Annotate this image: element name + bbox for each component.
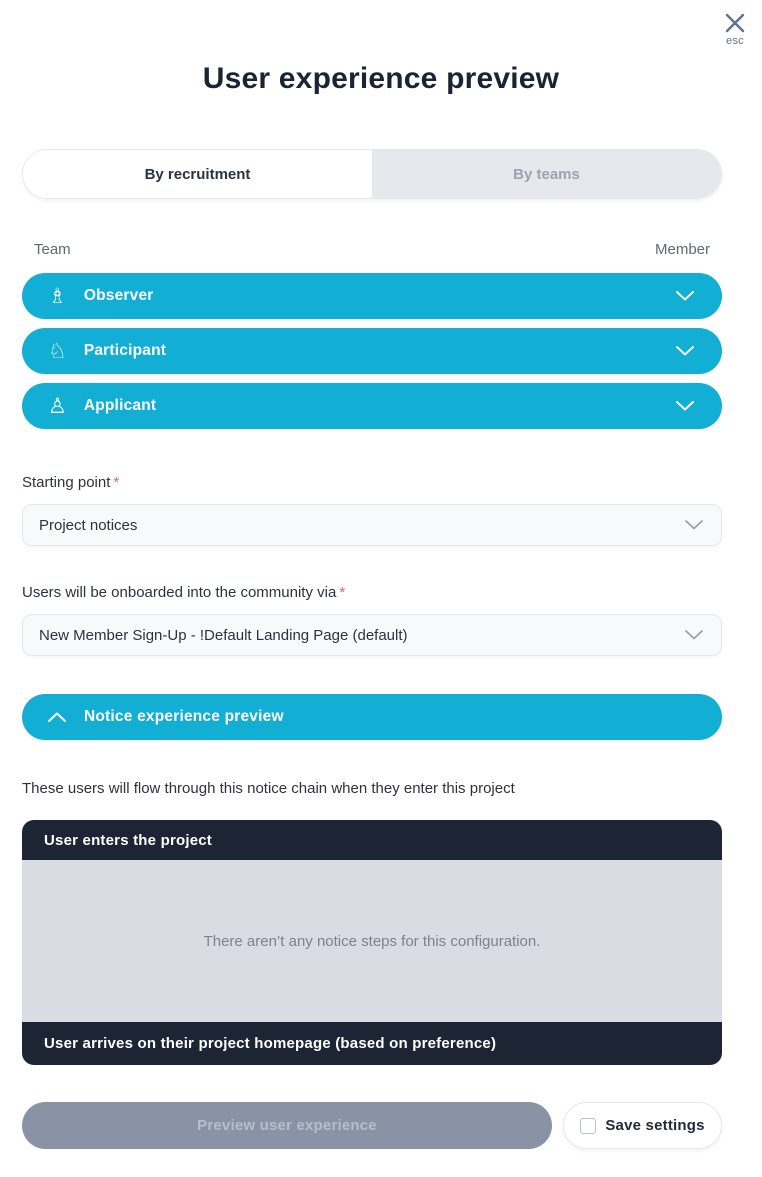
chess-pawn-icon: ♙ <box>48 393 67 418</box>
save-settings-label: Save settings <box>605 1117 705 1134</box>
chevron-down-icon <box>685 520 703 530</box>
team-row-label: Participant <box>83 342 167 359</box>
page-title: User experience preview <box>202 62 560 95</box>
onboarding-value: New Member Sign-Up - !Default Landing Page (default) <box>39 626 408 644</box>
flow-end-step: User arrives on their project homepage (based on preference) <box>22 1022 722 1065</box>
team-row-applicant[interactable] <box>22 383 722 429</box>
notice-toggle-label: Notice experience preview <box>84 708 284 725</box>
chess-knight-icon: ♘ <box>48 338 67 363</box>
team-row-label: Applicant <box>83 397 157 414</box>
chevron-down-icon <box>676 346 694 356</box>
view-mode-tabs <box>22 149 722 199</box>
close-icon <box>724 12 746 34</box>
starting-point-value: Project notices <box>39 516 138 534</box>
chevron-up-icon <box>48 712 66 722</box>
required-marker: * <box>113 474 120 491</box>
team-column-label: Team <box>34 241 71 258</box>
column-headers <box>22 241 722 259</box>
team-row-observer[interactable] <box>22 273 722 319</box>
onboarding-label-text: Users will be onboarded into the community via <box>22 584 337 601</box>
starting-point-select[interactable] <box>22 504 722 546</box>
save-settings-button[interactable] <box>563 1102 722 1149</box>
starting-point-label <box>22 474 722 491</box>
tab-by-teams[interactable]: By teams <box>372 150 721 198</box>
chevron-down-icon <box>676 401 694 411</box>
esc-label: esc <box>726 35 744 47</box>
onboarding-label <box>22 584 722 601</box>
starting-point-label-text: Starting point <box>22 474 111 491</box>
team-row-label: Observer <box>83 287 154 304</box>
close-button[interactable] <box>724 12 746 47</box>
required-marker: * <box>339 584 346 601</box>
team-row-participant[interactable] <box>22 328 722 374</box>
preview-user-experience-button[interactable]: Preview user experience <box>22 1102 552 1149</box>
onboarding-select[interactable] <box>22 614 722 656</box>
member-column-label: Member <box>654 241 710 258</box>
chess-bishop-icon: ♗ <box>48 283 67 308</box>
flow-start-step: User enters the project <box>22 820 722 860</box>
team-rows <box>22 273 722 429</box>
notice-experience-preview-toggle[interactable] <box>22 694 722 740</box>
footer-actions <box>22 1102 722 1149</box>
tab-by-recruitment[interactable]: By recruitment <box>23 150 372 198</box>
flow-empty-state <box>22 860 722 1022</box>
chevron-down-icon <box>676 291 694 301</box>
flow-empty-message: There aren’t any notice steps for this configuration. <box>203 932 541 950</box>
chevron-down-icon <box>685 630 703 640</box>
save-settings-checkbox[interactable] <box>580 1118 596 1134</box>
notice-flow-panel <box>22 820 722 1065</box>
modal-content <box>0 149 762 1149</box>
flow-description: These users will flow through this notice chain when they enter this project <box>22 780 515 797</box>
